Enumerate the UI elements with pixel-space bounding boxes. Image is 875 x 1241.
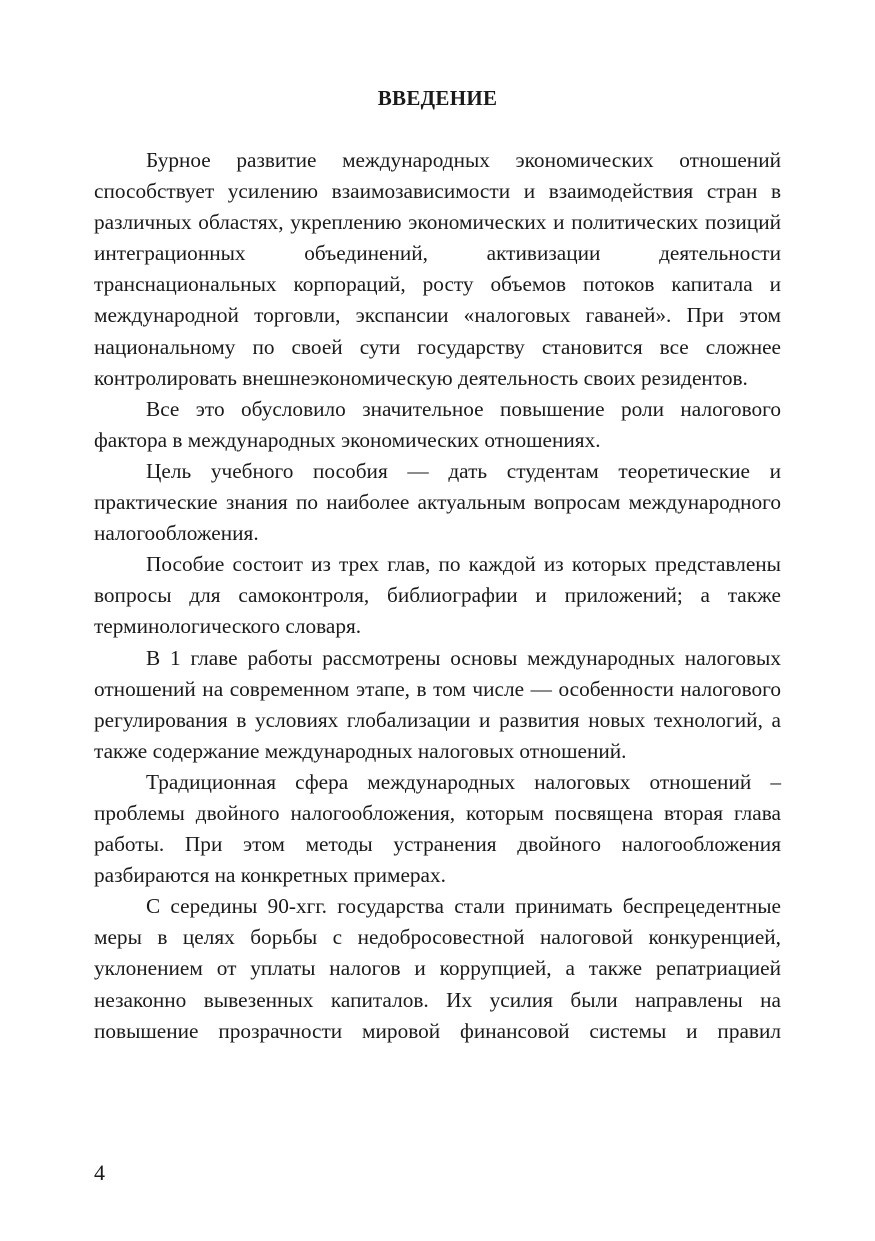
page-number: 4 — [94, 1160, 105, 1185]
paragraph-2: Все это обусловило значительное повышение роли налогового фактора в международных экономических отношениях. — [94, 396, 781, 452]
paragraph-4: Пособие состоит из трех глав, по каждой из которых представлены вопросы для самоконтроля, библиографии и приложений; а также терминологического словаря. — [94, 552, 781, 639]
paragraph-3: Цель учебного пособия — дать студентам теоретические и практические знания по наиболее актуальным вопросам международного налогообложения. — [94, 458, 781, 546]
page-title: ВВЕДЕНИЕ — [377, 86, 498, 110]
paragraph-1: Бурное развитие международных экономических отношений способствует усилению взаимозависимости и взаимодействия стран в различных областях, укреплению экономических и политических позиций интеграционных объединений, активизации деятельности транснациональных корпораций, росту объемов потоков капитала и международной торговли, экспансии «налоговых гаваней». При этом национальному по своей сути государству становится все сложнее контролировать внешнеэкономическую деятельность своих резидентов. — [94, 148, 781, 390]
body-text — [94, 145, 781, 1047]
paragraph-6: Традиционная сфера международных налоговых отношений – проблемы двойного налогообложения, которым посвящена вторая глава работы. При этом методы устранения двойного налогообложения разбираются на конкретных примерах. — [94, 769, 781, 888]
paragraph-5: В 1 главе работы рассмотрены основы международных налоговых отношений на современном этапе, в том числе — особенности налогового регулирования в условиях глобализации и развития новых технологий, а также содержание международных налоговых отношений. — [94, 645, 781, 763]
paragraph-7: С середины 90-хгг. государства стали принимать беспрецедентные меры в целях борьбы с недобросовестной налоговой конкуренцией, уклонением от уплаты налогов и коррупцией, а также репатриацией незаконно вывезенных капиталов. Их усилия были направлены на повышение прозрачности мировой финансовой системы и правил — [94, 894, 781, 1043]
